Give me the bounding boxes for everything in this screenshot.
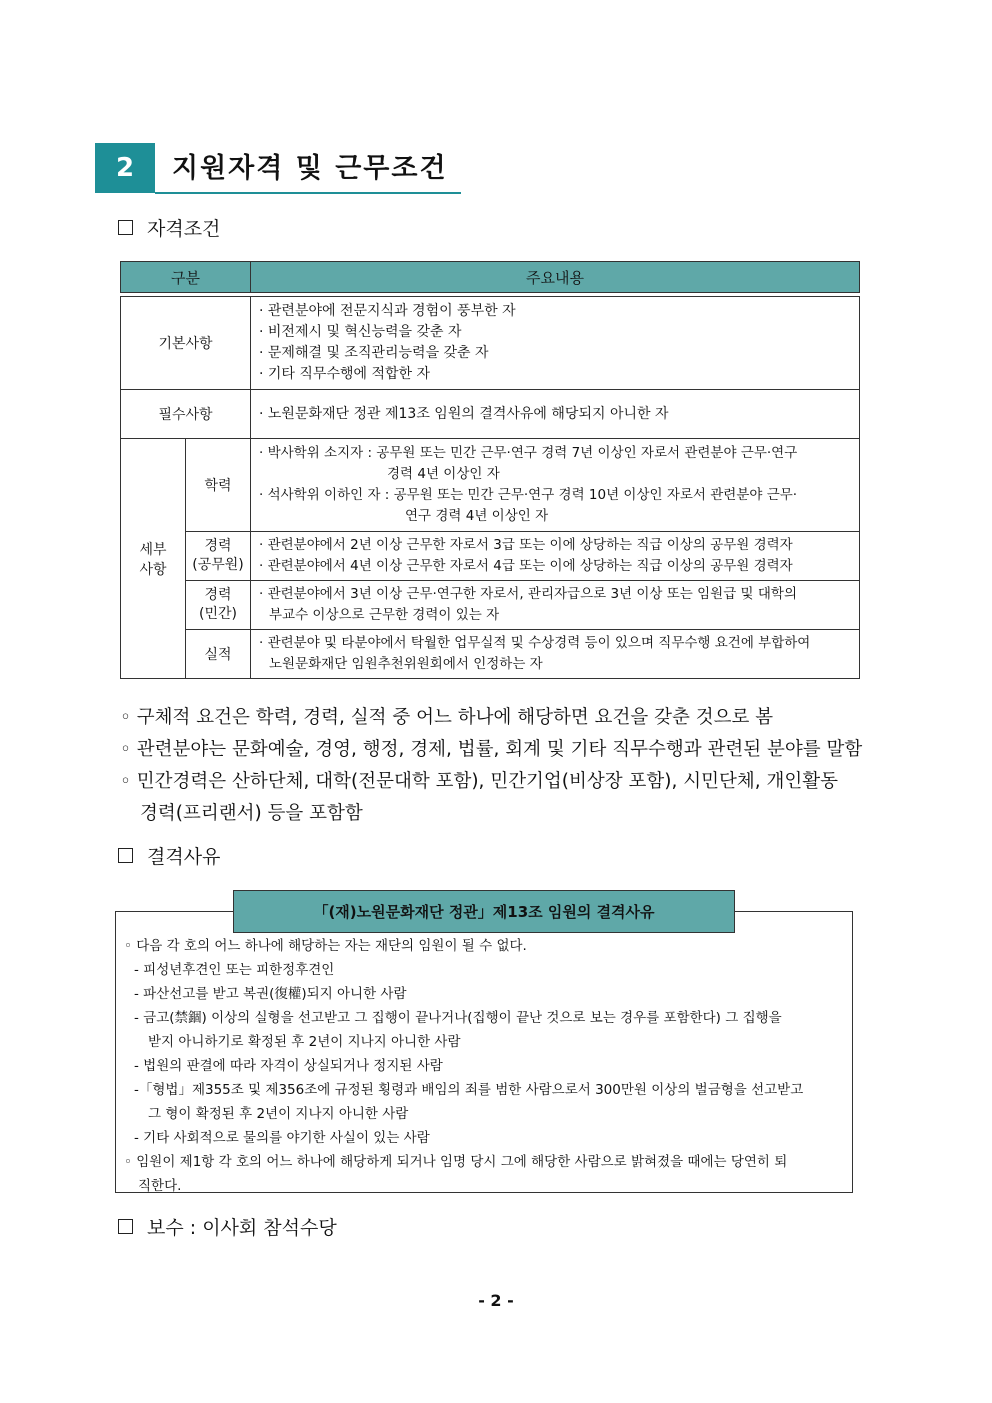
disq-line: - 법원의 판결에 따라 자격이 상실되거나 정지된 사람 [134, 1058, 443, 1074]
disqualification-heading [118, 842, 220, 869]
achievement-line: 노원문화재단 임원추천위원회에서 인정하는 자 [269, 656, 543, 672]
table-row-education [121, 439, 860, 532]
achievement-line: · 관련분야 및 타분야에서 탁월한 업무실적 및 수상경력 등이 있으며 직무수행 요건에 부합하여 [259, 635, 811, 651]
disq-line: -「형법」제355조 및 제356조에 규정된 횡령과 배임의 죄를 범한 사람으로서 300만원 이상의 벌금형을 선고받고 [134, 1082, 804, 1098]
page-number: - 2 - [478, 1291, 514, 1310]
qualification-notes [120, 702, 980, 830]
section-number: 2 [95, 143, 155, 193]
row-label-career-private: 경력 (민간) [186, 581, 251, 630]
row-content-career-public [251, 532, 860, 581]
checkbox-square-icon [118, 848, 133, 863]
row-content-achievement [251, 630, 860, 679]
disq-line: 그 형이 확정된 후 2년이 지나지 아니한 사람 [148, 1106, 409, 1122]
disqualification-box-title: 「(재)노원문화재단 정관」제13조 임원의 결격사유 [233, 890, 735, 933]
row-label-required: 필수사항 [121, 390, 251, 439]
career-public-item: · 관련분야에서 4년 이상 근무한 자로서 4급 또는 이에 상당하는 직급 이상의 공무원 경력자 [259, 558, 793, 574]
section-underline [155, 192, 461, 194]
note-item: ◦ 구체적 요건은 학력, 경력, 실적 중 어느 하나에 해당하면 요건을 갖춘 것으로 봄 [120, 707, 774, 728]
disq-line: 직한다. [138, 1178, 182, 1194]
table-header-content: 주요내용 [251, 262, 860, 293]
row-label-career-public: 경력 (공무원) [186, 532, 251, 581]
table-row-achievement [121, 630, 860, 679]
note-item: ◦ 관련분야는 문화예술, 경영, 행정, 경제, 법률, 회계 및 기타 직무수행과 관련된 분야를 말함 [120, 739, 863, 760]
education-item-doctor: · 박사학위 소지자 : 공무원 또는 민간 근무·연구 경력 7년 이상인 자로서 관련분야 근무·연구 [259, 445, 798, 461]
education-item-doctor-cont: 경력 4년 이상인 자 [387, 466, 500, 482]
disq-line: - 금고(禁錮) 이상의 실형을 선고받고 그 집행이 끝나거나(집행이 끝난 것으로 보는 경우를 포함한다) 그 집행을 [134, 1010, 782, 1026]
career-private-line: 부교수 이상으로 근무한 경력이 있는 자 [269, 607, 500, 623]
table-row-basic [121, 297, 860, 390]
section-title: 지원자격 및 근무조건 [172, 153, 448, 184]
row-label-education: 학력 [186, 439, 251, 532]
disq-line: - 기타 사회적으로 물의를 야기한 사실이 있는 사람 [134, 1130, 430, 1146]
basic-item: · 문제해결 및 조직관리능력을 갖춘 자 [259, 345, 489, 361]
education-item-master-cont: 연구 경력 4년 이상인 자 [405, 508, 549, 524]
row-label-detail: 세부 사항 [121, 439, 186, 679]
table-row-career-private [121, 581, 860, 630]
disq-line: 받지 아니하기로 확정된 후 2년이 지나지 아니한 사람 [148, 1034, 461, 1050]
row-label-basic: 기본사항 [121, 297, 251, 390]
row-content-required [251, 390, 860, 439]
career-public-item: · 관련분야에서 2년 이상 근무한 자로서 3급 또는 이에 상당하는 직급 이상의 공무원 경력자 [259, 537, 793, 553]
disqualification-heading-text: 결격사유 [147, 846, 221, 868]
disq-line: - 피성년후견인 또는 피한정후견인 [134, 962, 335, 978]
checkbox-square-icon [118, 220, 133, 235]
education-item-master: · 석사학위 이하인 자 : 공무원 또는 민간 근무·연구 경력 10년 이상인 자로서 관련분야 근무· [259, 487, 798, 503]
row-content-career-private [251, 581, 860, 630]
pay-heading-text: 보수 : 이사회 참석수당 [147, 1217, 337, 1239]
row-content-education [251, 439, 860, 532]
disqualification-box-body [124, 934, 846, 1198]
row-content-basic [251, 297, 860, 390]
qualifications-heading [118, 214, 220, 241]
disq-line: - 파산선고를 받고 복권(復權)되지 아니한 사람 [134, 986, 407, 1002]
row-label-achievement: 실적 [186, 630, 251, 679]
note-item: ◦ 민간경력은 산하단체, 대학(전문대학 포함), 민간기업(비상장 포함), 시민단체, 개인활동 [120, 771, 838, 792]
required-item: · 노원문화재단 정관 제13조 임원의 결격사유에 해당되지 아니한 자 [259, 405, 669, 422]
checkbox-square-icon [118, 1219, 133, 1234]
pay-heading [118, 1213, 337, 1240]
qualifications-table [120, 261, 860, 679]
table-row-career-public [121, 532, 860, 581]
disq-line: ◦ 임원이 제1항 각 호의 어느 하나에 해당하게 되거나 임명 당시 그에 해당한 사람으로 밝혀졌을 때에는 당연히 퇴 [124, 1154, 788, 1170]
basic-item: · 기타 직무수행에 적합한 자 [259, 366, 431, 382]
basic-item: · 비전제시 및 혁신능력을 갖춘 자 [259, 324, 462, 340]
table-header-category: 구분 [121, 262, 251, 293]
note-item-cont: 경력(프리랜서) 등을 포함함 [140, 803, 363, 824]
disq-line: ◦ 다음 각 호의 어느 하나에 해당하는 자는 재단의 임원이 될 수 없다. [124, 938, 527, 954]
career-private-line: · 관련분야에서 3년 이상 근무·연구한 자로서, 관리자급으로 3년 이상 또는 임원급 및 대학의 [259, 586, 797, 602]
table-row-required [121, 390, 860, 439]
basic-item: · 관련분야에 전문지식과 경험이 풍부한 자 [259, 303, 516, 319]
qualifications-heading-text: 자격조건 [147, 218, 221, 240]
